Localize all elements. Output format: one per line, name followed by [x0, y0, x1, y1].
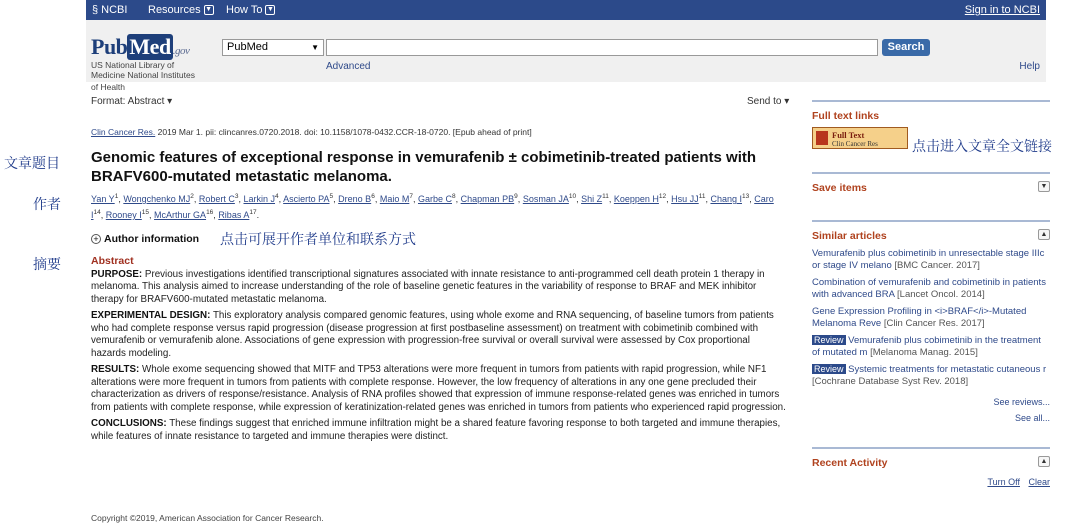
divider [812, 447, 1050, 449]
author-affiliation-number: 4 [275, 193, 279, 200]
author-entry: Ribas $A^{17}$. [218, 209, 260, 220]
author-link[interactable]: Sosman JA [522, 194, 569, 204]
author-link[interactable]: Larkin J [243, 194, 276, 204]
review-badge: Review [814, 335, 844, 345]
divider [812, 220, 1050, 222]
caret-down-icon: ▾ [167, 96, 173, 107]
similar-article-title[interactable]: Combination of vemurafenib and cobimetinib in patients with advanced BRA [812, 277, 1046, 300]
nlm-tagline [91, 60, 221, 80]
divider [812, 172, 1050, 174]
abstract-paragraph [91, 269, 786, 307]
similar-article-journal: [Clin Cancer Res. 2017] [883, 317, 985, 329]
abstract-paragraph [91, 418, 786, 443]
caret-down-icon: ▾ [784, 96, 790, 107]
howto-menu[interactable] [226, 4, 275, 16]
author-entry: Wongchenko $MJ^2$, [123, 193, 199, 204]
author-affiliation-number: 11 [602, 193, 609, 200]
full-text-button[interactable] [812, 127, 908, 149]
author-link[interactable]: Garbe C [417, 194, 452, 204]
review-badge: Review [814, 364, 844, 374]
abstract-section-label: RESULTS: [91, 364, 140, 375]
resources-menu[interactable] [148, 4, 214, 16]
divider [812, 100, 1050, 102]
send-to-label: Send to [747, 96, 782, 107]
similar-article-title[interactable]: Systemic treatments for metastatic cutaneous r [848, 364, 1047, 375]
pubmed-logo[interactable] [91, 34, 189, 60]
author-information-toggle[interactable] [91, 233, 199, 245]
similar-article-item[interactable] [812, 277, 1050, 300]
chevron-down-icon: ▼ [205, 6, 213, 13]
author-affiliation-number: 1 [114, 193, 119, 200]
author-entry: Larkin $J^4$, [243, 193, 284, 204]
ncbi-top-bar [86, 0, 1046, 20]
similar-article-item[interactable] [812, 306, 1050, 329]
author-affiliation-number: 2 [190, 193, 194, 200]
author-affiliation-number: 11 [698, 193, 706, 200]
abstract-section-label: PURPOSE: [91, 268, 143, 280]
save-items-title[interactable] [812, 182, 1050, 194]
similar-article-item[interactable] [812, 248, 1050, 271]
similar-article-title[interactable]: Vemurafenib plus cobimetinib in the treatment of mutated m [812, 335, 1041, 358]
annotation-abstract: 摘要 [33, 257, 61, 273]
similar-articles-label: Similar articles [812, 230, 887, 242]
author-entry: Rooney $I^{15}$, [105, 209, 155, 220]
clear-link[interactable]: Clear [1028, 477, 1050, 487]
author-entry: Chapman $PB^9$, [460, 193, 523, 204]
search-button[interactable]: Search [882, 39, 930, 56]
abstract-heading: Abstract [91, 255, 134, 267]
nlm-line-2: Medicine National Institutes [91, 70, 195, 80]
author-entry: Robert $C^3$, [198, 193, 244, 204]
author-affiliation-number: 5 [329, 193, 334, 200]
logo-med: Med [129, 34, 171, 59]
author-link[interactable]: Hsu JJ [671, 194, 699, 204]
abstract-section-text: Previous investigations identified transcriptional signatures associated with innate resistance to anti-programmed cell death protein 1 therapy in melanoma. This analysis aimed to increase understanding of the role of baseline genetic features in the variability of response to BRAF and MEK inhibitor therapy for BRAFV600-mutated metastatic melanoma. [91, 268, 765, 305]
logo-pub: Pub [91, 34, 128, 59]
similar-article-journal: [BMC Cancer. 2017] [894, 259, 980, 271]
expand-plus-icon: + [91, 234, 101, 244]
author-entry: Shi $Z^{11}$, [581, 193, 614, 204]
annotation-title: 文章题目 [4, 156, 60, 172]
full-text-links-title: Full text links [812, 110, 880, 122]
abstract-section-text: This exploratory analysis compared genomic features, using whole exome and RNA sequencing, of baseline tumors from patients who had complete response versus rapid progression (disease progression at first postbaseline assessment) on treatment with cobimetinib combined with vemurafenib or vemurafenib alone. Associations of gene expression with progression-free survival or overall survival were assessed by Cox proportional hazards modeling. [91, 310, 774, 359]
format-dropdown[interactable] [91, 96, 172, 107]
author-entry: Koeppen $H^{12}$, [613, 193, 672, 204]
author-link[interactable]: Rooney I [105, 210, 142, 220]
document-icon [816, 131, 828, 145]
resources-label: Resources [148, 4, 201, 16]
journal-link[interactable]: Clin Cancer Res. [91, 127, 156, 137]
recent-activity-actions [812, 477, 1050, 487]
annotation-author-info: 点击可展开作者单位和联系方式 [220, 232, 416, 248]
save-items-label: Save items [812, 182, 867, 194]
author-entry: Maio $M^7$, [379, 193, 418, 204]
ncbi-helix-icon: § [92, 4, 99, 16]
abstract-section [91, 255, 786, 447]
author-affiliation-number: 10 [568, 193, 577, 200]
similar-article-journal: [Melanoma Manag. 2015] [870, 346, 978, 358]
author-link[interactable]: Shi Z [581, 194, 603, 204]
abstract-section-text: Whole exome sequencing showed that MITF and TP53 alterations were more frequent in tumors from patients with rapid progression, while NF1 alterations were more frequent in tumors from patients with complete response. However, the low frequency of alterations in any one gene precluded their characterization as drivers of response/resistance. Analysis of RNA profiles showed that expression of immune response-related genes was enriched in tumors from patients with complete response, while expression of keratinization-related genes was enriched in tumors from patients who experienced rapid progression. [91, 364, 786, 413]
author-link[interactable]: Dreno B [338, 194, 372, 204]
author-link[interactable]: Robert C [198, 194, 235, 204]
author-affiliation-number: 8 [452, 193, 456, 200]
author-affiliation-number: 9 [514, 193, 518, 200]
sign-in-link[interactable]: Sign in to NCBI [964, 4, 1040, 16]
recent-activity-label: Recent Activity [812, 457, 888, 469]
citation-line [91, 127, 781, 137]
similar-article-title[interactable]: Vemurafenib plus cobimetinib in unresectable stage IIIc or stage IV melano [812, 248, 1045, 271]
author-entry: Ascierto $PA^5$, [283, 193, 339, 204]
similar-article-journal: [Cochrane Database Syst Rev. 2018] [812, 375, 969, 387]
author-affiliation-number: 3 [234, 193, 239, 200]
chevron-up-icon[interactable]: ▲ [1038, 456, 1050, 467]
annotation-authors: 作者 [33, 197, 61, 213]
full-text-badge-label: Full Text [832, 130, 865, 140]
author-link[interactable]: Ribas A [218, 210, 250, 220]
search-input[interactable] [326, 39, 878, 56]
author-link[interactable]: Caro I [91, 194, 774, 220]
nlm-line-3: of Health [91, 82, 126, 92]
ncbi-label: NCBI [101, 4, 128, 16]
author-link[interactable]: McArthur GA [154, 210, 207, 220]
see-reviews-link[interactable]: See reviews... [993, 397, 1050, 407]
turn-off-link[interactable]: Turn Off [987, 477, 1020, 487]
author-link[interactable]: Yan Y [91, 194, 115, 204]
send-to-dropdown[interactable] [747, 96, 789, 107]
similar-article-journal: [Lancet Oncol. 2014] [897, 288, 985, 300]
see-all-link[interactable]: See all... [1014, 413, 1050, 423]
chevron-down-icon: ▼ [267, 6, 274, 13]
author-entry: Sosman JA$^{10}$, [522, 193, 582, 204]
annotation-fulltext: 点击进入文章全文链接 [912, 139, 1052, 155]
author-entry: Hsu JJ$^{11}$, [671, 193, 711, 204]
abstract-section-label: CONCLUSIONS: [91, 418, 167, 429]
abstract-section-label: EXPERIMENTAL DESIGN: [91, 310, 211, 321]
chevron-down-icon[interactable]: ▼ [1038, 181, 1050, 192]
author-entry: McArthur GA$^{16}$, [154, 209, 219, 220]
chevron-up-icon[interactable]: ▲ [1038, 229, 1050, 240]
nlm-line-1: US National Library of [91, 60, 175, 70]
howto-label: How To [226, 4, 263, 16]
similar-article-item[interactable] [812, 335, 1050, 358]
recent-activity-title [812, 457, 1050, 469]
logo-gov: .gov [172, 45, 190, 57]
author-entry: Garbe $C^8$, [417, 193, 461, 204]
article-title: Genomic features of exceptional response in vemurafenib ± cobimetinib-treated patients with BRAFV600-mutated metastatic melanoma. [91, 149, 757, 185]
abstract-paragraph [91, 310, 786, 360]
full-text-badge-journal: Clin Cancer Res [832, 140, 878, 148]
author-link[interactable]: Wongchenko MJ [123, 194, 191, 204]
author-link[interactable]: Chapman PB [460, 194, 515, 204]
author-link[interactable]: Koeppen H [613, 194, 659, 204]
author-affiliation-number: 12 [658, 193, 667, 200]
author-entry: Dreno $B^6$, [338, 193, 380, 204]
author-affiliation-number: 14 [93, 209, 101, 216]
right-sidebar [812, 100, 1050, 487]
similar-article-item[interactable] [812, 364, 1050, 387]
similar-articles-title [812, 230, 1050, 242]
author-list [91, 190, 781, 222]
abstract-paragraph [91, 364, 786, 414]
author-affiliation-number: 7 [409, 193, 413, 200]
author-information-label: Author information [104, 233, 200, 245]
author-entry: Chang $I^{13}$, [710, 193, 755, 204]
format-label: Format: Abstract [91, 96, 165, 107]
similar-article-title[interactable]: Gene Expression Profiling in <i>BRAF</i>-Mutated Melanoma Reve [812, 306, 1027, 329]
similar-articles-list [812, 248, 1050, 387]
database-select[interactable] [222, 39, 324, 56]
ncbi-logo[interactable] [92, 4, 127, 16]
database-select-value: PubMed [227, 41, 268, 53]
author-link[interactable]: Ascierto PA [283, 194, 330, 204]
author-affiliation-number: 13 [741, 193, 750, 200]
author-entry: Yan $Y^1$, [91, 193, 124, 204]
author-link[interactable]: Maio M [379, 194, 410, 204]
author-affiliation-number: 16 [206, 209, 214, 216]
search-header [86, 20, 1046, 82]
author-affiliation-number: 17 [249, 209, 257, 216]
advanced-search-link[interactable]: Advanced [326, 61, 371, 72]
help-link[interactable]: Help [1019, 61, 1040, 72]
author-affiliation-number: 6 [371, 193, 375, 200]
abstract-section-text: These findings suggest that enriched immune infiltration might be a shared feature favoring response to both targeted and immune therapies, while features of innate resistance to targeted and immune therapies were distinct. [91, 418, 781, 442]
copyright: Copyright ©2019, American Association for Cancer Research. [91, 513, 324, 523]
author-entry: Caro $I^{14}$, [91, 194, 774, 220]
citation-details: 2019 Mar 1. pii: clincanres.0720.2018. doi: 10.1158/1078-0432.CCR-18-0720. [Epub ahead of print] [157, 127, 532, 137]
abstract-body [91, 269, 786, 444]
chevron-down-icon: ▼ [311, 43, 319, 52]
author-link[interactable]: Chang I [710, 194, 742, 204]
author-affiliation-number: 15 [141, 209, 150, 216]
